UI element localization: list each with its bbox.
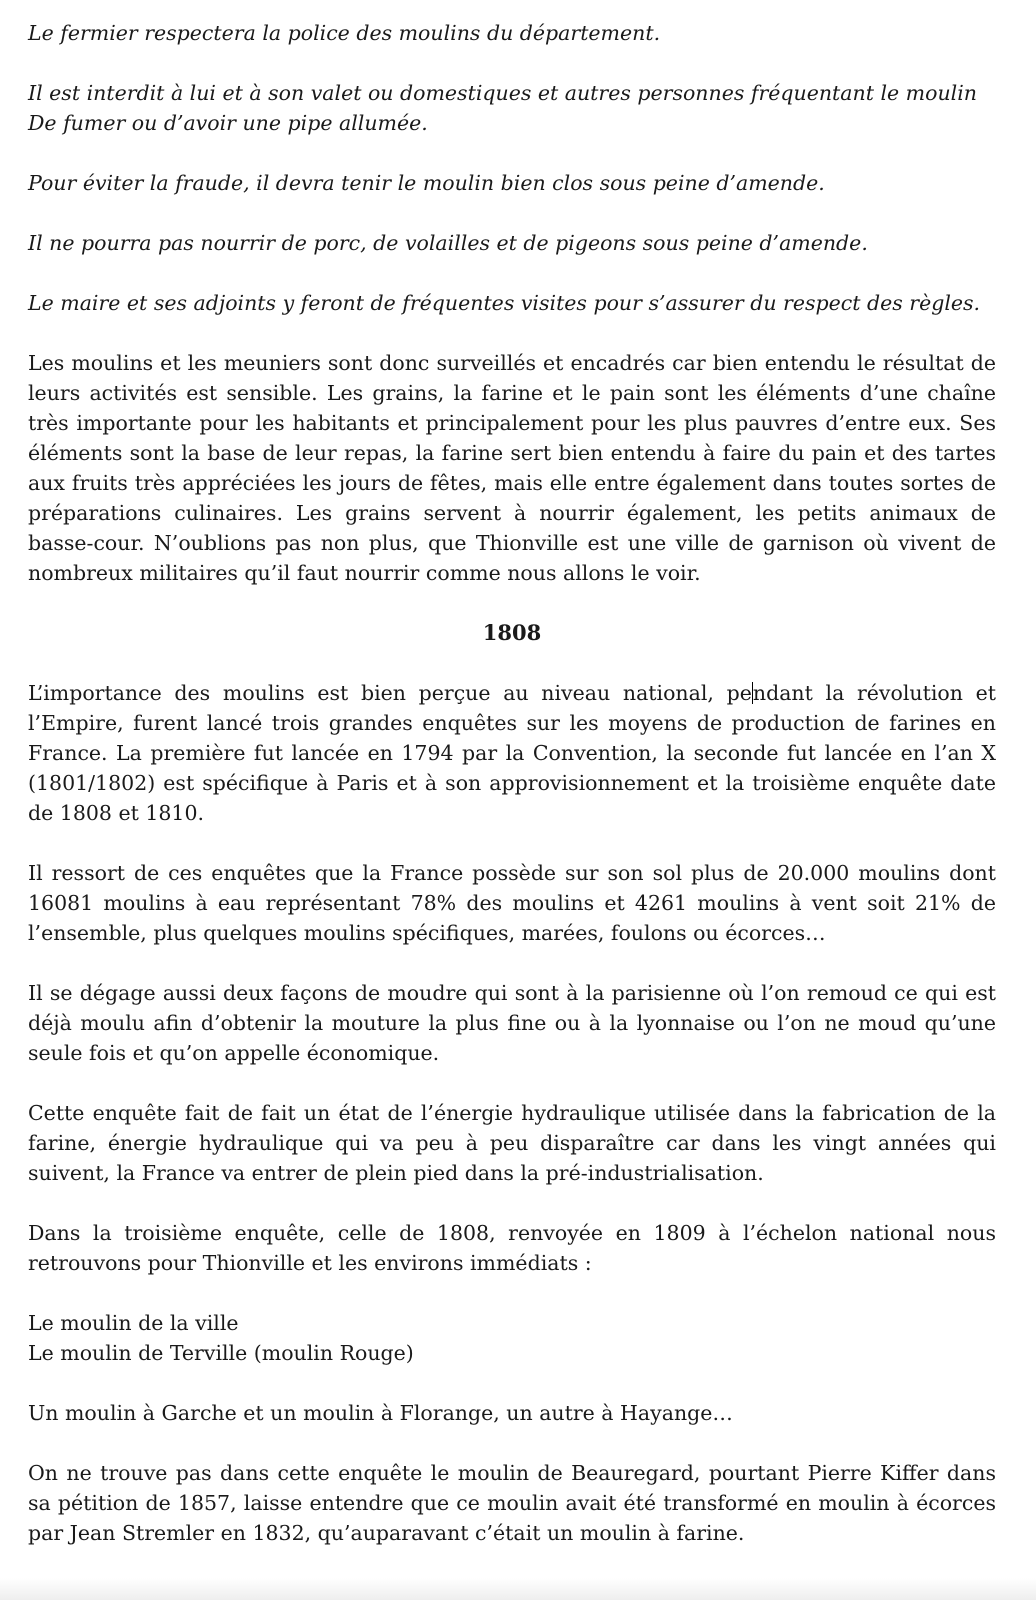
rule-police: Le fermier respectera la police des moulins du département.: [28, 21, 661, 45]
rule-smoking: [28, 78, 996, 138]
list-item: Le moulin de la ville: [28, 1311, 239, 1335]
rule-fraud: Pour éviter la fraude, il devra tenir le moulin bien clos sous peine d’amende.: [28, 171, 825, 195]
paragraph-text-before-cursor: L’importance des moulins est bien perçue au niveau national, pe: [28, 681, 752, 705]
rule-smoking-line-1: Il est interdit à lui et à son valet ou domestiques et autres personnes fréquentant le moulin: [28, 81, 977, 105]
paragraph-national-surveys[interactable]: [28, 678, 996, 828]
page-bottom-shadow: [0, 1578, 1036, 1600]
paragraph-milling-methods: Il se dégage aussi deux façons de moudre qui sont à la parisienne où l’on remoud ce qui est déjà moulu afin d’obtenir la mouture la plus fine ou à la lyonnaise ou l’on ne moud qu’une seule fois et qu’on appelle économique.: [28, 981, 996, 1065]
paragraph-text-after-cursor: ndant la révolution et l’Empire, furent lancé trois grandes enquêtes sur les moyens de production de farines en France. La première fut lancée en 1794 par la Convention, la seconde fut lancée en l’an X (1801/1802) est spécifique à Paris et à son approvisionnement et la troisième enquête date de 1808 et 1810.: [28, 681, 997, 825]
paragraph-beauregard: On ne trouve pas dans cette enquête le moulin de Beauregard, pourtant Pierre Kiffer dans sa pétition de 1857, laisse entendre que ce moulin avait été transformé en moulin à écorces par Jean Stremler en 1832, qu’auparavant c’était un moulin à farine.: [28, 1461, 996, 1545]
rule-visits: Le maire et ses adjoints y feront de fréquentes visites pour s’assurer du respect des règles.: [28, 291, 981, 315]
document-page: [28, 18, 996, 1578]
paragraph-other-mills: Un moulin à Garche et un moulin à Florange, un autre à Hayange…: [28, 1401, 733, 1425]
paragraph-hydraulic-energy: Cette enquête fait de fait un état de l’énergie hydraulique utilisée dans la fabrication de la farine, énergie hydraulique qui va peu à peu disparaître car dans les vingt années qui suivent, la France va entrer de plein pied dans la pré-industrialisation.: [28, 1101, 996, 1185]
paragraph-third-survey: Dans la troisième enquête, celle de 1808, renvoyée en 1809 à l’échelon national nous retrouvons pour Thionville et les environs immédiats :: [28, 1221, 996, 1275]
section-heading-1808: 1808: [482, 620, 542, 645]
list-item: Le moulin de Terville (moulin Rouge): [28, 1341, 414, 1365]
rule-animals: Il ne pourra pas nourrir de porc, de volailles et de pigeons sous peine d’amende.: [28, 231, 868, 255]
rule-smoking-line-2: De fumer ou d’avoir une pipe allumée.: [28, 111, 428, 135]
intro-paragraph: Les moulins et les meuniers sont donc surveillés et encadrés car bien entendu le résultat de leurs activités est sensible. Les grains, la farine et le pain sont les éléments d’une chaîne très importante pour les habitants et principalement pour les plus pauvres d’entre eux. Ses éléments sont la base de leur repas, la farine sert bien entendu à faire du pain et des tartes aux fruits très appréciées les jours de fêtes, mais elle entre également dans toutes sortes de préparations culinaires. Les grains servent à nourrir également, les petits animaux de basse-cour. N’oublions pas non plus, que Thionville est une ville de garnison où vivent de nombreux militaires qu’il faut nourrir comme nous allons le voir.: [28, 351, 996, 585]
mills-list: [28, 1308, 996, 1368]
paragraph-mill-counts: Il ressort de ces enquêtes que la France possède sur son sol plus de 20.000 moulins dont 16081 moulins à eau représentant 78% des moulins et 4261 moulins à vent soit 21% de l’ensemble, plus quelques moulins spécifiques, marées, foulons ou écorces…: [28, 861, 996, 945]
